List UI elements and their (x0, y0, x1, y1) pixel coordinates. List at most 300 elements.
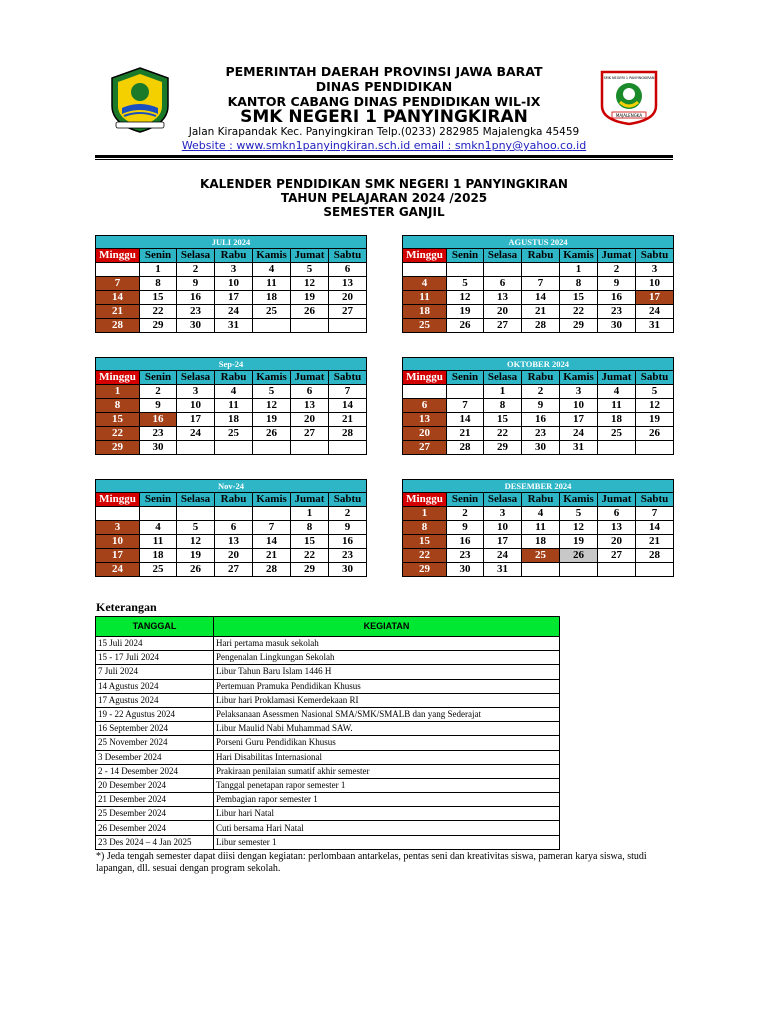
date-cell: 20 (215, 549, 253, 563)
date-cell: 25 (253, 305, 291, 319)
date-cell: 24 (484, 549, 522, 563)
date-cell: 31 (636, 319, 674, 333)
legend-activity: Libur hari Proklamasi Kemerdekaan RI (214, 693, 560, 707)
day-header: Senin (140, 371, 177, 385)
date-cell: 30 (177, 319, 215, 333)
date-cell: 5 (253, 385, 291, 399)
legend-date: 15 - 17 Juli 2024 (96, 651, 214, 665)
date-cell: 6 (403, 399, 447, 413)
date-cell: 31 (215, 319, 253, 333)
date-cell: 15 (96, 413, 140, 427)
day-header: Sabtu (329, 493, 367, 507)
date-cell: 4 (253, 263, 291, 277)
legend-date: 15 Juli 2024 (96, 637, 214, 651)
date-cell: 17 (96, 549, 140, 563)
date-cell: 7 (329, 385, 367, 399)
day-header: Selasa (177, 249, 215, 263)
date-cell: 17 (484, 535, 522, 549)
legend-row (96, 821, 560, 835)
date-cell: 6 (329, 263, 367, 277)
date-cell: 13 (598, 521, 636, 535)
legend-date: 7 Juli 2024 (96, 665, 214, 679)
date-cell: 7 (636, 507, 674, 521)
legend-row (96, 750, 560, 764)
legend-activity: Prakiraan penilaian sumatif akhir semester (214, 764, 560, 778)
date-cell: 2 (598, 263, 636, 277)
date-cell: 2 (522, 385, 560, 399)
day-header: Kamis (560, 493, 598, 507)
date-cell: 2 (447, 507, 484, 521)
date-cell: 12 (636, 399, 674, 413)
day-header: Kamis (253, 493, 291, 507)
date-cell: 21 (96, 305, 140, 319)
date-cell (215, 507, 253, 521)
legend-date: 20 Desember 2024 (96, 778, 214, 792)
legend-col-activity: KEGIATAN (214, 617, 560, 637)
legend-activity: Libur hari Natal (214, 807, 560, 821)
date-cell: 6 (291, 385, 329, 399)
title-line-1: KALENDER PENDIDIKAN SMK NEGERI 1 PANYINGKIRAN (200, 177, 568, 191)
date-cell (215, 441, 253, 455)
school-name: SMK NEGERI 1 PANYINGKIRAN (240, 107, 528, 127)
date-cell: 9 (329, 521, 367, 535)
date-cell: 15 (140, 291, 177, 305)
day-header: Rabu (522, 493, 560, 507)
date-cell: 25 (140, 563, 177, 577)
legend-table (95, 616, 560, 850)
date-cell: 12 (560, 521, 598, 535)
day-header: Minggu (96, 371, 140, 385)
date-cell: 12 (177, 535, 215, 549)
day-header: Selasa (177, 371, 215, 385)
letterhead-line-1: PEMERINTAH DAERAH PROVINSI JAWA BARAT (225, 64, 543, 79)
legend-row (96, 679, 560, 693)
date-cell: 15 (403, 535, 447, 549)
date-cell: 22 (291, 549, 329, 563)
date-cell: 13 (329, 277, 367, 291)
legend-header-row (96, 617, 560, 637)
date-cell: 27 (484, 319, 522, 333)
date-cell (484, 263, 522, 277)
date-cell: 17 (560, 413, 598, 427)
date-cell (636, 441, 674, 455)
month-calendar (402, 479, 674, 577)
date-cell: 11 (140, 535, 177, 549)
legend-row (96, 665, 560, 679)
date-cell (177, 441, 215, 455)
date-cell (598, 563, 636, 577)
date-cell: 27 (329, 305, 367, 319)
month-title: AGUSTUS 2024 (403, 236, 674, 249)
date-cell: 2 (140, 385, 177, 399)
date-cell: 30 (522, 441, 560, 455)
date-cell: 16 (329, 535, 367, 549)
document-title (0, 177, 768, 219)
date-cell: 16 (598, 291, 636, 305)
legend-date: 16 September 2024 (96, 722, 214, 736)
date-cell: 13 (403, 413, 447, 427)
day-header: Minggu (403, 493, 447, 507)
date-cell: 21 (253, 549, 291, 563)
date-cell: 24 (96, 563, 140, 577)
date-cell (403, 263, 447, 277)
date-cell: 25 (403, 319, 447, 333)
date-cell: 18 (522, 535, 560, 549)
date-cell: 9 (447, 521, 484, 535)
legend-activity: Porseni Guru Pendidikan Khusus (214, 736, 560, 750)
date-cell: 25 (598, 427, 636, 441)
legend-date: 2 - 14 Desember 2024 (96, 764, 214, 778)
legend-row (96, 637, 560, 651)
date-cell: 1 (484, 385, 522, 399)
date-cell: 23 (522, 427, 560, 441)
date-cell (329, 319, 367, 333)
date-cell: 23 (140, 427, 177, 441)
month-calendar (402, 235, 674, 333)
date-cell: 11 (598, 399, 636, 413)
legend-date: 3 Desember 2024 (96, 750, 214, 764)
date-cell: 13 (291, 399, 329, 413)
day-header: Kamis (253, 249, 291, 263)
date-cell (447, 385, 484, 399)
date-cell: 30 (140, 441, 177, 455)
date-cell (329, 441, 367, 455)
date-cell: 10 (636, 277, 674, 291)
date-cell: 11 (215, 399, 253, 413)
legend-col-date: TANGGAL (96, 617, 214, 637)
date-cell: 7 (447, 399, 484, 413)
date-cell: 11 (403, 291, 447, 305)
date-cell: 18 (140, 549, 177, 563)
date-cell: 4 (403, 277, 447, 291)
letterhead-line-3: KANTOR CABANG DINAS PENDIDIKAN WIL-IX (227, 94, 541, 109)
date-cell: 26 (636, 427, 674, 441)
day-header: Senin (447, 249, 484, 263)
day-header: Rabu (215, 371, 253, 385)
date-cell: 19 (291, 291, 329, 305)
date-cell (253, 507, 291, 521)
legend-row (96, 651, 560, 665)
day-header: Sabtu (636, 493, 674, 507)
title-line-3: SEMESTER GANJIL (323, 205, 445, 219)
date-cell: 29 (560, 319, 598, 333)
date-cell: 6 (598, 507, 636, 521)
legend-note: *) Jeda tengah semester dapat diisi dengan kegiatan: perlombaan antarkelas, pentas seni dan kreativitas siswa, pameran karya siswa, studi lapangan, dll. sesuai dengan program sekolah. (96, 851, 647, 874)
date-cell: 30 (329, 563, 367, 577)
day-header: Jumat (291, 493, 329, 507)
date-cell: 1 (96, 385, 140, 399)
date-cell: 14 (253, 535, 291, 549)
legend-row (96, 778, 560, 792)
date-cell: 12 (253, 399, 291, 413)
day-header: Rabu (215, 493, 253, 507)
date-cell: 26 (447, 319, 484, 333)
date-cell: 6 (215, 521, 253, 535)
month-title: DESEMBER 2024 (403, 480, 674, 493)
date-cell: 24 (215, 305, 253, 319)
day-header: Selasa (177, 493, 215, 507)
legend-row (96, 736, 560, 750)
legend-activity: Pembagian rapor semester 1 (214, 793, 560, 807)
date-cell: 5 (636, 385, 674, 399)
date-cell (560, 563, 598, 577)
date-cell (636, 563, 674, 577)
header-rule-thin (95, 159, 673, 160)
date-cell: 10 (484, 521, 522, 535)
day-header: Senin (447, 493, 484, 507)
date-cell (140, 507, 177, 521)
date-cell: 11 (253, 277, 291, 291)
date-cell: 31 (484, 563, 522, 577)
date-cell: 8 (560, 277, 598, 291)
date-cell (177, 507, 215, 521)
day-header: Sabtu (636, 249, 674, 263)
date-cell: 29 (291, 563, 329, 577)
logo-text-top: SMK NEGERI 1 PANYINGKIRAN (603, 76, 655, 80)
legend-row (96, 835, 560, 849)
date-cell: 16 (522, 413, 560, 427)
date-cell: 23 (177, 305, 215, 319)
date-cell: 29 (403, 563, 447, 577)
month-title: Nov-24 (96, 480, 367, 493)
date-cell: 8 (403, 521, 447, 535)
date-cell: 20 (403, 427, 447, 441)
date-cell: 5 (291, 263, 329, 277)
date-cell: 26 (291, 305, 329, 319)
date-cell: 10 (177, 399, 215, 413)
logo-text-bottom: MAJALENGKA (615, 113, 643, 118)
date-cell: 18 (215, 413, 253, 427)
legend-row (96, 807, 560, 821)
legend-date: 23 Des 2024 – 4 Jan 2025 (96, 835, 214, 849)
school-address: Jalan Kirapandak Kec. Panyingkiran Telp.(0233) 282985 Majalengka 45459 (188, 126, 580, 138)
date-cell: 18 (253, 291, 291, 305)
date-cell: 4 (522, 507, 560, 521)
date-cell: 14 (329, 399, 367, 413)
date-cell: 28 (636, 549, 674, 563)
date-cell: 18 (598, 413, 636, 427)
day-header: Rabu (215, 249, 253, 263)
legend-row (96, 764, 560, 778)
date-cell: 27 (403, 441, 447, 455)
date-cell: 6 (484, 277, 522, 291)
date-cell: 20 (484, 305, 522, 319)
day-header: Jumat (598, 249, 636, 263)
date-cell: 7 (253, 521, 291, 535)
date-cell: 10 (96, 535, 140, 549)
day-header: Minggu (403, 249, 447, 263)
date-cell: 15 (291, 535, 329, 549)
date-cell (598, 441, 636, 455)
day-header: Selasa (484, 371, 522, 385)
day-header: Kamis (560, 371, 598, 385)
date-cell: 4 (140, 521, 177, 535)
day-header: Sabtu (329, 249, 367, 263)
date-cell: 21 (329, 413, 367, 427)
date-cell: 22 (560, 305, 598, 319)
day-header: Sabtu (636, 371, 674, 385)
letterhead-line-2: DINAS PENDIDIKAN (315, 79, 453, 94)
date-cell: 8 (291, 521, 329, 535)
date-cell (96, 507, 140, 521)
legend-activity: Pelaksanaan Asessmen Nasional SMA/SMK/SMALB dan yang Sederajat (214, 707, 560, 721)
legend-date: 21 Desember 2024 (96, 793, 214, 807)
date-cell: 28 (253, 563, 291, 577)
date-cell: 5 (560, 507, 598, 521)
day-header: Kamis (253, 371, 291, 385)
day-header: Selasa (484, 493, 522, 507)
date-cell (253, 441, 291, 455)
day-header: Jumat (291, 249, 329, 263)
legend-activity: Tanggal penetapan rapor semester 1 (214, 778, 560, 792)
date-cell: 9 (522, 399, 560, 413)
date-cell: 17 (215, 291, 253, 305)
date-cell (291, 441, 329, 455)
date-cell: 19 (177, 549, 215, 563)
date-cell: 3 (636, 263, 674, 277)
day-header: Kamis (560, 249, 598, 263)
date-cell: 12 (447, 291, 484, 305)
date-cell: 4 (598, 385, 636, 399)
date-cell: 3 (177, 385, 215, 399)
date-cell: 8 (140, 277, 177, 291)
date-cell: 22 (403, 549, 447, 563)
date-cell: 17 (636, 291, 674, 305)
legend-date: 25 Desember 2024 (96, 807, 214, 821)
date-cell (253, 319, 291, 333)
date-cell: 15 (560, 291, 598, 305)
date-cell: 25 (215, 427, 253, 441)
date-cell: 19 (636, 413, 674, 427)
date-cell: 24 (636, 305, 674, 319)
legend-activity: Libur Tahun Baru Islam 1446 H (214, 665, 560, 679)
website-link[interactable]: Website : www.smkn1panyingkiran.sch.id email : smkn1pny@yahoo.co.id (181, 139, 587, 152)
date-cell: 14 (447, 413, 484, 427)
date-cell: 7 (96, 277, 140, 291)
date-cell: 18 (403, 305, 447, 319)
date-cell: 9 (177, 277, 215, 291)
date-cell: 22 (140, 305, 177, 319)
date-cell: 30 (598, 319, 636, 333)
day-header: Jumat (598, 371, 636, 385)
day-header: Rabu (522, 371, 560, 385)
date-cell: 3 (560, 385, 598, 399)
date-cell: 17 (177, 413, 215, 427)
day-header: Jumat (291, 371, 329, 385)
legend-activity: Hari pertama masuk sekolah (214, 637, 560, 651)
date-cell: 1 (560, 263, 598, 277)
month-title: Sep-24 (96, 358, 367, 371)
legend-activity: Pengenalan Lingkungan Sekolah (214, 651, 560, 665)
date-cell: 8 (484, 399, 522, 413)
date-cell (522, 263, 560, 277)
date-cell: 14 (522, 291, 560, 305)
date-cell (96, 263, 140, 277)
legend-activity: Cuti bersama Hari Natal (214, 821, 560, 835)
date-cell: 23 (598, 305, 636, 319)
date-cell: 3 (215, 263, 253, 277)
date-cell: 24 (177, 427, 215, 441)
date-cell: 28 (96, 319, 140, 333)
day-header: Senin (140, 249, 177, 263)
date-cell: 28 (329, 427, 367, 441)
day-header: Senin (447, 371, 484, 385)
date-cell: 28 (522, 319, 560, 333)
day-header: Sabtu (329, 371, 367, 385)
day-header: Selasa (484, 249, 522, 263)
day-header: Rabu (522, 249, 560, 263)
month-calendar (95, 479, 367, 577)
title-line-2: TAHUN PELAJARAN 2024 /2025 (280, 191, 488, 205)
date-cell: 22 (96, 427, 140, 441)
date-cell: 10 (560, 399, 598, 413)
date-cell: 21 (522, 305, 560, 319)
day-header: Jumat (598, 493, 636, 507)
date-cell: 30 (447, 563, 484, 577)
date-cell: 3 (96, 521, 140, 535)
legend-activity: Libur semester 1 (214, 835, 560, 849)
date-cell: 27 (598, 549, 636, 563)
date-cell: 25 (522, 549, 560, 563)
month-calendar (95, 357, 367, 455)
date-cell: 20 (291, 413, 329, 427)
date-cell: 14 (96, 291, 140, 305)
legend-date: 14 Agustus 2024 (96, 679, 214, 693)
date-cell (447, 263, 484, 277)
date-cell: 31 (560, 441, 598, 455)
date-cell: 21 (447, 427, 484, 441)
date-cell (522, 563, 560, 577)
date-cell: 13 (215, 535, 253, 549)
date-cell: 16 (140, 413, 177, 427)
date-cell: 1 (403, 507, 447, 521)
day-header: Minggu (96, 493, 140, 507)
date-cell: 1 (291, 507, 329, 521)
date-cell: 12 (291, 277, 329, 291)
date-cell: 19 (560, 535, 598, 549)
date-cell: 28 (447, 441, 484, 455)
legend-row (96, 693, 560, 707)
date-cell: 15 (484, 413, 522, 427)
legend-date: 19 - 22 Agustus 2024 (96, 707, 214, 721)
date-cell: 7 (522, 277, 560, 291)
date-cell: 27 (215, 563, 253, 577)
date-cell: 19 (253, 413, 291, 427)
month-calendar (402, 357, 674, 455)
day-header: Senin (140, 493, 177, 507)
day-header: Minggu (403, 371, 447, 385)
date-cell: 9 (598, 277, 636, 291)
legend-row (96, 722, 560, 736)
legend-row (96, 707, 560, 721)
date-cell: 27 (291, 427, 329, 441)
month-title: OKTOBER 2024 (403, 358, 674, 371)
month-title: JULI 2024 (96, 236, 367, 249)
date-cell: 21 (636, 535, 674, 549)
month-calendar (95, 235, 367, 333)
legend-activity: Hari Disabilitas Internasional (214, 750, 560, 764)
date-cell: 4 (215, 385, 253, 399)
date-cell: 5 (177, 521, 215, 535)
legend-date: 25 November 2024 (96, 736, 214, 750)
date-cell: 8 (96, 399, 140, 413)
date-cell: 13 (484, 291, 522, 305)
date-cell: 29 (140, 319, 177, 333)
date-cell: 29 (484, 441, 522, 455)
date-cell: 29 (96, 441, 140, 455)
date-cell: 23 (329, 549, 367, 563)
date-cell: 26 (560, 549, 598, 563)
